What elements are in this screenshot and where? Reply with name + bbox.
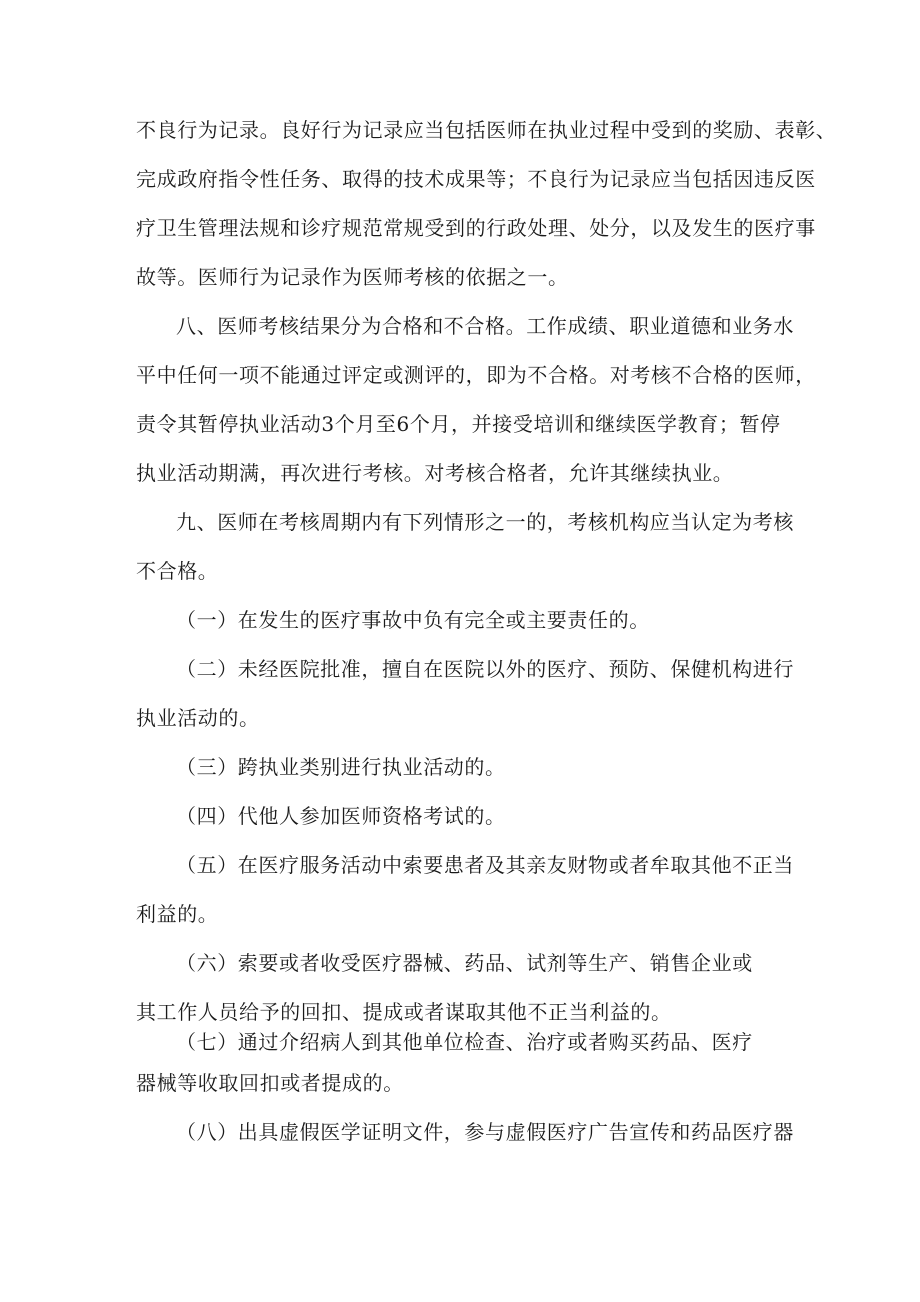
list-item-line: （一）在发生的医疗事故中负有完全或主要责任的。 <box>176 608 650 632</box>
paragraph-start-line: 九、医师在考核周期内有下列情形之一的，考核机构应当认定为考核 <box>176 510 794 534</box>
list-item-line: （七）通过介绍病人到其他单位检查、治疗或者购买药品、医疗 <box>176 1030 753 1054</box>
text-line: 不良行为记录。良好行为记录应当包括医师在执业过程中受到的奖励、表彰、 <box>136 118 837 142</box>
list-item-line: （四）代他人参加医师资格考试的。 <box>176 804 506 828</box>
text-line: 不合格。 <box>136 559 219 583</box>
list-item-line: （三）跨执业类别进行执业活动的。 <box>176 755 506 779</box>
list-item-line: （二）未经医院批准，擅自在医院以外的医疗、预防、保健机构进行 <box>176 657 794 681</box>
text-line: 疗卫生管理法规和诊疗规范常规受到的行政处理、处分，以及发生的医疗事 <box>136 216 816 240</box>
paragraph-start-line: 八、医师考核结果分为合格和不合格。工作成绩、职业道德和业务水 <box>176 314 794 338</box>
text-line: 利益的。 <box>136 902 219 926</box>
text-line: 其工作人员给予的回扣、提成或者谋取其他不正当利益的。 <box>136 1000 672 1024</box>
text-line: 故等。医师行为记录作为医师考核的依据之一。 <box>136 265 569 289</box>
list-item-line: （六）索要或者收受医疗器械、药品、试剂等生产、销售企业或 <box>176 951 753 975</box>
text-line: 平中任何一项不能通过评定或测评的，即为不合格。对考核不合格的医师， <box>136 363 816 387</box>
text-line: 责令其暂停执业活动3个月至6个月，并接受培训和继续医学教育；暂停 <box>136 412 781 436</box>
text-line: 器械等收取回扣或者提成的。 <box>136 1071 404 1095</box>
list-item-line: （五）在医疗服务活动中索要患者及其亲友财物或者牟取其他不正当 <box>176 853 794 877</box>
list-item-line: （八）出具虚假医学证明文件，参与虚假医疗广告宣传和药品医疗器 <box>176 1120 794 1144</box>
text-line: 执业活动期满，再次进行考核。对考核合格者，允许其继续执业。 <box>136 461 734 485</box>
text-line: 完成政府指令性任务、取得的技术成果等；不良行为记录应当包括因违反医 <box>136 167 816 191</box>
text-line: 执业活动的。 <box>136 706 260 730</box>
